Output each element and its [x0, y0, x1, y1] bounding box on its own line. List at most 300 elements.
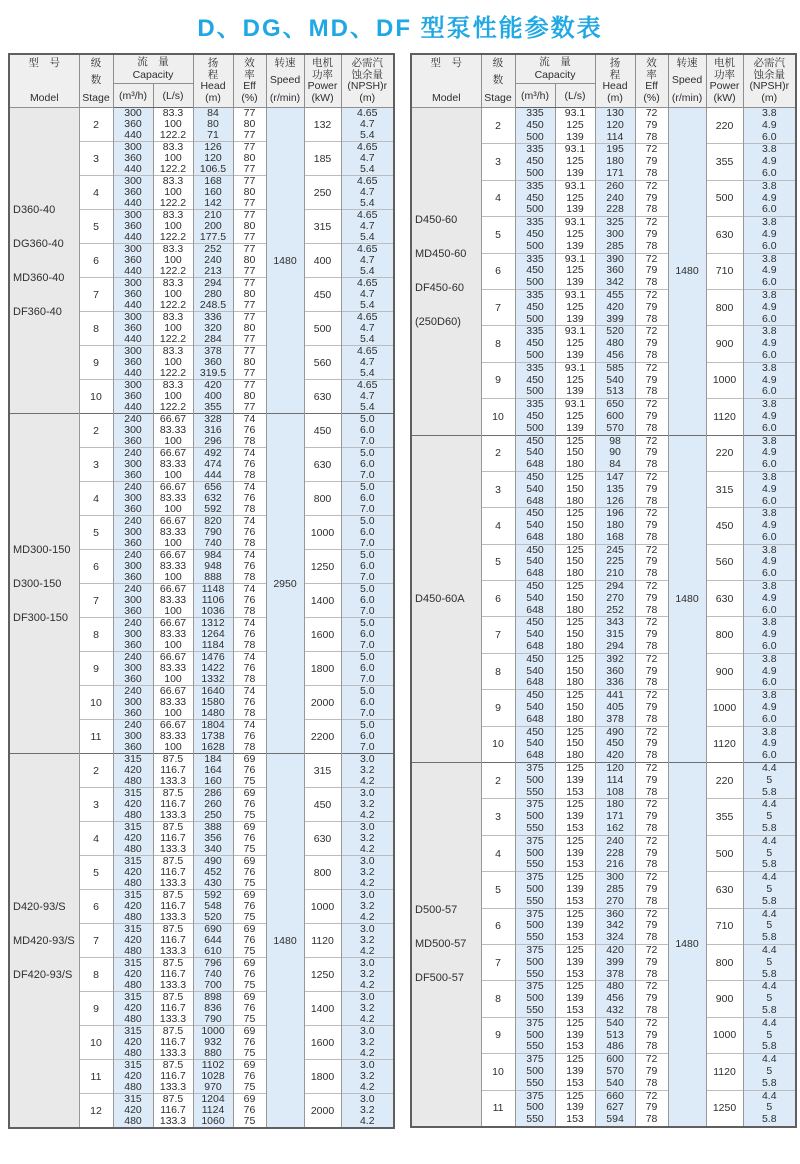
flow-m3h-cell	[515, 690, 555, 726]
value-line: 300	[606, 227, 624, 240]
npsh-cell	[743, 108, 796, 144]
value-line: 796	[204, 957, 222, 969]
head-cell	[193, 686, 233, 720]
value-line: 456	[606, 348, 624, 361]
value-line: 550	[526, 967, 544, 980]
value-line: 3.8	[761, 689, 777, 702]
value-line: 3.8	[761, 543, 777, 556]
header-line: 数	[90, 74, 102, 87]
value-line: 240	[124, 617, 142, 629]
value-line: 1312	[201, 617, 225, 629]
value-line: 116.7	[160, 798, 186, 810]
power-cell: 1800	[304, 1060, 341, 1094]
value-line: 450	[526, 580, 544, 593]
value-line: 177.5	[199, 231, 227, 243]
value-line: 78	[243, 503, 256, 515]
value-line: 84	[207, 107, 219, 119]
header-line: Model	[29, 91, 59, 104]
value-line: 83.33	[159, 526, 187, 538]
flow-ls-cell	[555, 217, 595, 253]
value-line: 480	[124, 1013, 142, 1025]
value-line: 6.0	[359, 526, 375, 538]
value-line: 570	[606, 421, 624, 434]
value-line: 116.7	[160, 1104, 186, 1116]
power-cell: 132	[304, 108, 341, 142]
value-line: 5	[766, 1064, 773, 1077]
value-line: 79	[645, 737, 658, 750]
stage-cell: 7	[481, 617, 515, 653]
eff-cell	[233, 516, 266, 550]
power-cell: 800	[304, 856, 341, 890]
value-line: 72	[645, 216, 658, 229]
flow-m3h-cell	[515, 435, 555, 471]
power-cell: 630	[304, 822, 341, 856]
value-line: 80	[243, 356, 256, 368]
value-line: 76	[243, 424, 256, 436]
flow-ls-cell	[153, 618, 193, 652]
value-line: 300	[124, 526, 142, 538]
stage-cell: 11	[481, 1090, 515, 1127]
table-header	[411, 54, 796, 108]
value-line: 3.0	[359, 821, 375, 833]
value-line: 87.5	[162, 991, 184, 1003]
speed-cell: 1480	[668, 435, 706, 763]
value-line: 77	[243, 231, 256, 243]
header-line: 程	[609, 68, 621, 81]
eff-cell	[635, 326, 668, 362]
value-line: 78	[645, 676, 658, 689]
value-line: 72	[645, 398, 658, 411]
value-line: 6.0	[359, 730, 375, 742]
speed-cell: 1480	[668, 108, 706, 436]
col-header-speed	[668, 54, 706, 108]
value-line: 139	[566, 1064, 584, 1077]
npsh-cell	[743, 835, 796, 871]
value-line: 644	[204, 934, 222, 946]
value-line: 93.1	[564, 252, 586, 265]
value-line: 153	[566, 931, 584, 944]
value-line: 5.8	[761, 1113, 777, 1126]
value-line: 610	[204, 945, 222, 957]
value-line: 500	[526, 883, 544, 895]
value-line: 171	[606, 810, 624, 823]
eff-cell	[635, 944, 668, 980]
value-line: 486	[606, 1040, 624, 1053]
value-line: 240	[124, 413, 142, 425]
power-cell: 560	[304, 346, 341, 380]
power-cell: 2000	[304, 686, 341, 720]
value-line: 5	[766, 846, 773, 859]
value-line: 78	[645, 967, 658, 980]
value-line: 69	[243, 753, 256, 765]
power-cell: 710	[706, 253, 743, 289]
col-header-eff	[233, 54, 266, 108]
value-line: 898	[204, 991, 222, 1003]
value-line: 248.5	[199, 299, 227, 311]
value-line: 76	[243, 968, 256, 980]
npsh-cell	[743, 144, 796, 180]
value-line: 74	[243, 447, 256, 459]
flow-m3h-cell	[113, 278, 153, 312]
head-cell	[193, 550, 233, 584]
value-line: 420	[124, 1036, 142, 1048]
npsh-cell	[743, 362, 796, 398]
value-line: 78	[645, 276, 658, 289]
value-line: 74	[243, 413, 256, 425]
value-line: 153	[566, 858, 584, 871]
stage-row	[411, 435, 796, 471]
flow-m3h-cell	[113, 686, 153, 720]
stage-cell: 4	[481, 835, 515, 871]
model-name: (250D60)	[415, 316, 461, 329]
value-line: 83.33	[159, 492, 187, 504]
col-header-speed	[266, 54, 304, 108]
value-line: 335	[526, 179, 544, 192]
value-line: 648	[526, 640, 544, 653]
value-line: 4.2	[359, 979, 375, 991]
head-cell	[193, 176, 233, 210]
flow-ls-cell	[153, 244, 193, 278]
value-line: 5.4	[359, 367, 375, 379]
flow-ls-cell	[153, 652, 193, 686]
value-line: 286	[204, 787, 222, 799]
stage-cell: 3	[79, 142, 113, 176]
stage-cell: 10	[79, 1026, 113, 1060]
value-line: 75	[243, 1081, 256, 1093]
value-line: 75	[243, 1013, 256, 1025]
value-line: 3.8	[761, 616, 777, 629]
value-line: 7.0	[359, 707, 375, 719]
value-line: 77	[243, 265, 256, 277]
head-cell	[595, 1017, 635, 1053]
value-line: 79	[645, 1101, 658, 1114]
value-line: 3.2	[359, 1036, 375, 1048]
header-line: (L/s)	[162, 89, 184, 102]
value-line: 360	[124, 469, 142, 481]
value-line: 100	[164, 435, 182, 447]
value-line: 72	[645, 143, 658, 156]
stage-cell: 2	[79, 414, 113, 448]
value-line: 4.9	[761, 591, 777, 604]
table-header	[9, 54, 394, 108]
value-line: 3.8	[761, 652, 777, 665]
header-line: Power	[709, 80, 740, 92]
value-line: 87.5	[162, 1093, 184, 1105]
model-cell	[9, 754, 79, 1129]
value-line: 4.9	[761, 409, 777, 422]
eff-cell	[635, 508, 668, 544]
value-line: 240	[124, 447, 142, 459]
header-line: 程	[207, 68, 219, 81]
value-line: 87.5	[162, 923, 184, 935]
head-cell	[193, 312, 233, 346]
value-line: 78	[645, 312, 658, 325]
value-line: 76	[243, 1104, 256, 1116]
value-line: 450	[526, 155, 544, 168]
value-line: 440	[124, 129, 142, 141]
npsh-cell	[341, 108, 394, 142]
head-cell	[193, 1060, 233, 1094]
value-line: 4.7	[359, 220, 375, 232]
value-line: 100	[164, 605, 182, 617]
value-line: 3.8	[761, 398, 777, 411]
value-line: 83.33	[159, 628, 187, 640]
value-line: 300	[124, 696, 142, 708]
value-line: 4.7	[359, 390, 375, 402]
value-line: 72	[645, 1089, 658, 1102]
flow-ls-cell	[555, 544, 595, 580]
stage-cell: 3	[79, 448, 113, 482]
flow-m3h-cell	[113, 788, 153, 822]
value-line: 122.2	[159, 299, 187, 311]
value-line: 440	[124, 367, 142, 379]
value-line: 72	[645, 1053, 658, 1066]
value-line: 139	[566, 1028, 584, 1041]
value-line: 125	[566, 227, 584, 240]
value-line: 79	[645, 883, 658, 895]
flow-ls-cell	[153, 176, 193, 210]
flow-ls-cell	[555, 1017, 595, 1053]
stage-cell: 5	[481, 217, 515, 253]
flow-m3h-cell	[113, 652, 153, 686]
value-line: 6.0	[761, 166, 777, 179]
power-cell: 450	[706, 508, 743, 544]
stage-cell: 8	[79, 312, 113, 346]
value-line: 3.0	[359, 855, 375, 867]
value-line: 139	[566, 130, 584, 143]
stage-cell: 12	[79, 1094, 113, 1129]
value-line: 78	[645, 894, 658, 907]
value-line: 100	[164, 741, 182, 753]
stage-cell: 4	[79, 176, 113, 210]
value-line: 69	[243, 991, 256, 1003]
flow-m3h-cell	[113, 448, 153, 482]
stage-cell: 3	[481, 144, 515, 180]
value-line: 4.2	[359, 945, 375, 957]
value-line: 210	[204, 209, 222, 221]
value-line: 4.9	[761, 264, 777, 277]
flow-m3h-cell	[515, 289, 555, 325]
npsh-cell	[743, 799, 796, 835]
value-line: 125	[566, 191, 584, 204]
flow-m3h-cell	[515, 1017, 555, 1053]
value-line: 250	[204, 809, 222, 821]
flow-m3h-cell	[515, 399, 555, 435]
value-line: 83.33	[159, 730, 187, 742]
col-header-unit-ls	[555, 84, 595, 108]
value-line: 4.7	[359, 152, 375, 164]
value-line: 79	[645, 155, 658, 168]
head-cell	[595, 180, 635, 216]
stage-cell: 7	[481, 944, 515, 980]
value-line: 79	[645, 846, 658, 859]
value-line: 78	[243, 605, 256, 617]
value-line: 4.4	[761, 1016, 777, 1029]
value-line: 78	[645, 239, 658, 252]
value-line: 83.3	[162, 277, 184, 289]
value-line: 375	[526, 798, 544, 811]
head-cell	[595, 108, 635, 144]
flow-ls-cell	[153, 754, 193, 788]
value-line: 378	[204, 345, 222, 357]
npsh-cell	[341, 244, 394, 278]
value-line: 500	[526, 919, 544, 932]
value-line: 4.4	[761, 943, 777, 956]
value-line: 335	[526, 325, 544, 338]
value-line: 83.3	[162, 379, 184, 391]
value-line: 420	[124, 866, 142, 878]
eff-cell	[635, 253, 668, 289]
value-line: 4.4	[761, 1053, 777, 1066]
npsh-cell	[341, 380, 394, 414]
value-line: 6.0	[359, 560, 375, 572]
value-line: 450	[526, 264, 544, 277]
stage-cell: 9	[79, 652, 113, 686]
head-cell	[595, 1054, 635, 1090]
value-line: 325	[606, 216, 624, 229]
value-line: 125	[566, 543, 584, 556]
value-line: 80	[243, 322, 256, 334]
value-line: 440	[124, 197, 142, 209]
value-line: 75	[243, 945, 256, 957]
header-line: 数	[492, 74, 504, 87]
value-line: 228	[606, 846, 624, 859]
value-line: 79	[645, 701, 658, 714]
eff-cell	[233, 720, 266, 754]
value-line: 480	[124, 1115, 142, 1127]
value-line: 4.2	[359, 809, 375, 821]
value-line: 139	[566, 846, 584, 859]
value-line: 240	[124, 583, 142, 595]
value-line: 139	[566, 810, 584, 823]
value-line: 77	[243, 163, 256, 175]
value-line: 7.0	[359, 741, 375, 753]
npsh-cell	[743, 326, 796, 362]
stage-row	[9, 754, 394, 788]
value-line: 360	[606, 664, 624, 677]
npsh-cell	[743, 471, 796, 507]
flow-m3h-cell	[515, 653, 555, 689]
value-line: 500	[526, 130, 544, 143]
value-line: 252	[606, 603, 624, 616]
header-line: 率	[646, 68, 657, 81]
value-line: 77	[243, 243, 256, 255]
value-line: 550	[526, 822, 544, 835]
value-line: 78	[645, 931, 658, 944]
value-line: 3.8	[761, 216, 777, 229]
head-cell	[193, 244, 233, 278]
header-line: Speed	[671, 74, 703, 87]
value-line: 1628	[201, 741, 225, 753]
header-line: Capacity	[132, 69, 174, 81]
eff-cell	[635, 799, 668, 835]
model-name: D450-60A	[415, 592, 465, 605]
value-line: 335	[526, 107, 544, 119]
npsh-cell	[743, 399, 796, 435]
head-cell	[595, 1090, 635, 1127]
value-line: 100	[164, 469, 182, 481]
npsh-cell	[341, 822, 394, 856]
eff-cell	[635, 581, 668, 617]
flow-ls-cell	[555, 944, 595, 980]
value-line: 78	[645, 567, 658, 580]
head-cell	[193, 924, 233, 958]
flow-ls-cell	[555, 399, 595, 435]
value-line: 7.0	[359, 435, 375, 447]
value-line: 79	[645, 300, 658, 313]
flow-ls-cell	[153, 890, 193, 924]
head-cell	[193, 142, 233, 176]
value-line: 6.0	[761, 494, 777, 507]
power-cell: 900	[706, 653, 743, 689]
value-line: 335	[526, 252, 544, 265]
value-line: 948	[204, 560, 222, 572]
eff-cell	[233, 958, 266, 992]
stage-cell: 8	[481, 653, 515, 689]
value-line: 240	[124, 481, 142, 493]
value-line: 3.2	[359, 798, 375, 810]
value-line: 79	[645, 337, 658, 350]
flow-ls-cell	[555, 180, 595, 216]
value-line: 3.8	[761, 470, 777, 483]
flow-m3h-cell	[515, 1090, 555, 1127]
head-cell	[595, 362, 635, 398]
value-line: 75	[243, 911, 256, 923]
value-line: 83.33	[159, 424, 187, 436]
npsh-cell	[743, 617, 796, 653]
value-line: 79	[645, 810, 658, 823]
value-line: 78	[645, 822, 658, 835]
value-line: 335	[526, 398, 544, 411]
npsh-cell	[341, 856, 394, 890]
stage-cell: 7	[79, 924, 113, 958]
value-line: 78	[645, 130, 658, 143]
value-line: 150	[566, 701, 584, 714]
value-line: 450	[526, 689, 544, 702]
head-cell	[595, 872, 635, 908]
npsh-cell	[743, 435, 796, 471]
value-line: 513	[606, 385, 624, 398]
value-line: 84	[609, 458, 621, 471]
col-header-power	[706, 54, 743, 108]
value-line: 75	[243, 979, 256, 991]
npsh-cell	[341, 414, 394, 448]
value-line: 450	[526, 434, 544, 447]
value-line: 240	[606, 191, 624, 204]
value-line: 210	[606, 567, 624, 580]
value-line: 76	[243, 934, 256, 946]
stage-cell: 5	[481, 544, 515, 580]
model-name: DF300-150	[13, 611, 69, 624]
power-cell: 355	[706, 144, 743, 180]
value-line: 5.8	[761, 1003, 777, 1016]
power-cell: 1250	[304, 958, 341, 992]
eff-cell	[233, 890, 266, 924]
col-header-model	[411, 54, 481, 108]
flow-ls-cell	[555, 144, 595, 180]
value-line: 500	[526, 166, 544, 179]
stage-cell: 8	[79, 618, 113, 652]
head-cell	[193, 1094, 233, 1129]
head-cell	[595, 471, 635, 507]
value-line: 540	[606, 1076, 624, 1089]
eff-cell	[635, 399, 668, 435]
value-line: 970	[204, 1081, 222, 1093]
value-line: 1332	[201, 673, 225, 685]
eff-cell	[635, 653, 668, 689]
stage-cell: 6	[481, 908, 515, 944]
model-name: D500-57	[415, 904, 458, 917]
